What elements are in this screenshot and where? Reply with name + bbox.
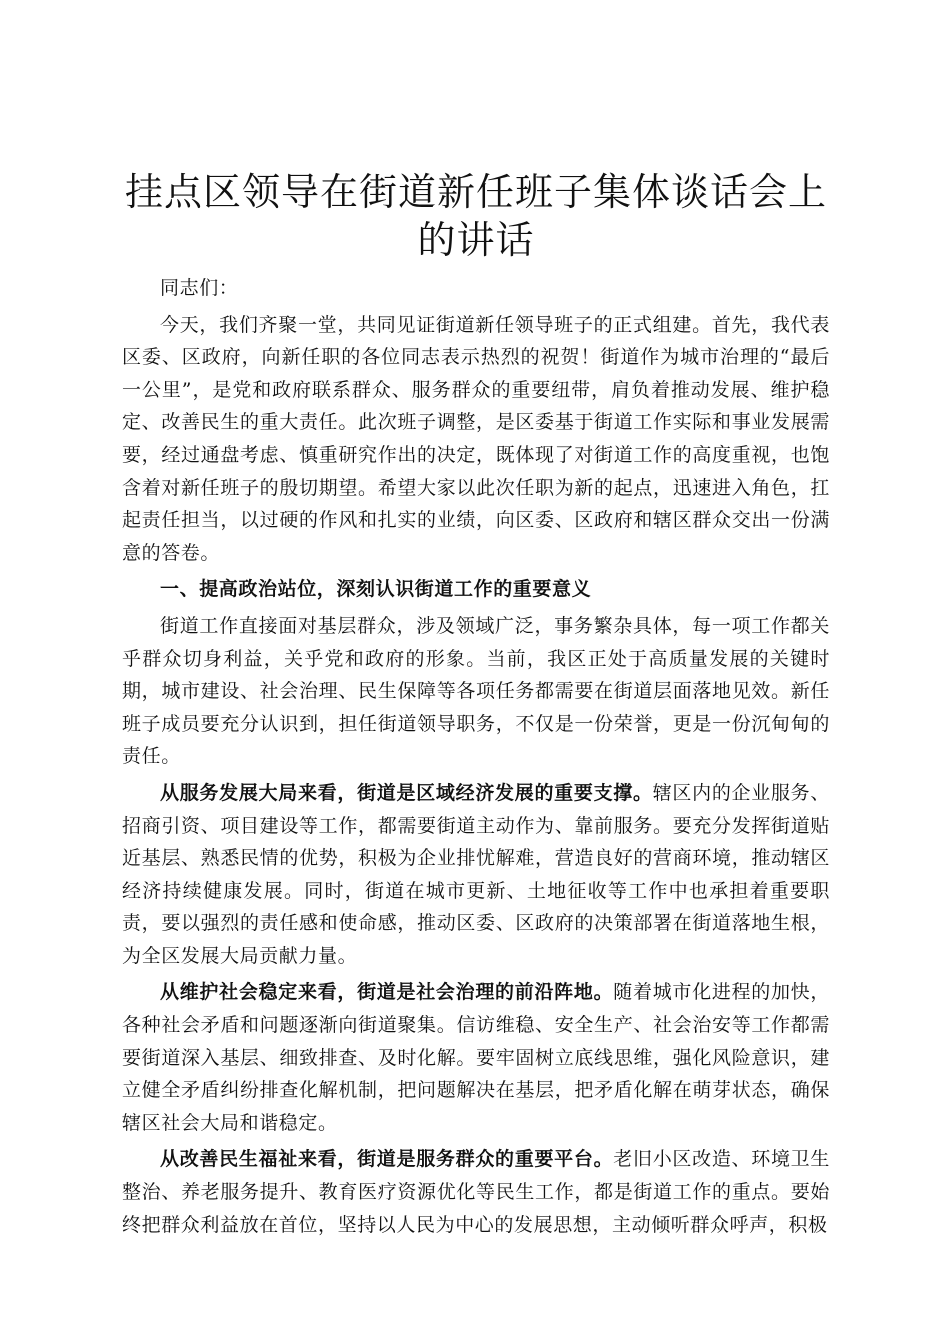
point-lead-2: 从维护社会稳定来看，街道是社会治理的前沿阵地。 bbox=[160, 981, 614, 1004]
point-paragraph-1 bbox=[122, 777, 830, 973]
point-text-3: 老旧小区改造、环境卫生整治、养老服务提升、教育医疗资源优化等民生工作，都是街道工作的重点。要始终把群众利益放在首位，坚持以人民为中心的发展思想，主动倾听群众呼声，积极 bbox=[122, 1148, 830, 1236]
point-paragraph-2 bbox=[122, 976, 830, 1139]
point-text-2: 随着城市化进程的加快，各种社会矛盾和问题逐渐向街道聚集。信访维稳、安全生产、社会治安等工作都需要街道深入基层、细致排查、及时化解。要牢固树立底线思维，强化风险意识，建立健全矛盾纠纷排查化解机制，把问题解决在基层，把矛盾化解在萌芽状态，确保辖区社会大局和谐稳定。 bbox=[122, 981, 830, 1134]
document-page bbox=[122, 168, 830, 1241]
point-paragraph-3 bbox=[122, 1143, 830, 1241]
point-text-1: 辖区内的企业服务、招商引资、项目建设等工作，都需要街道主动作为、靠前服务。要充分发挥街道贴近基层、熟悉民情的优势，积极为企业排忧解难，营造良好的营商环境，推动辖区经济持续健康发展。同时，街道在城市更新、土地征收等工作中也承担着重要职责，要以强烈的责任感和使命感，推动区委、区政府的决策部署在街道落地生根，为全区发展大局贡献力量。 bbox=[122, 781, 830, 967]
section-1-paragraph: 街道工作直接面对基层群众，涉及领域广泛，事务繁杂具体，每一项工作都关乎群众切身利益，关乎党和政府的形象。当前，我区正处于高质量发展的关键时期，城市建设、社会治理、民生保障等各项任务都需要在街道层面落地见效。新任班子成员要充分认识到，担任街道领导职务，不仅是一份荣誉，更是一份沉甸甸的责任。 bbox=[122, 614, 830, 768]
point-lead-1: 从服务发展大局来看，街道是区域经济发展的重要支撑。 bbox=[160, 781, 653, 804]
salutation: 同志们： bbox=[160, 277, 239, 299]
point-lead-3: 从改善民生福祉来看，街道是服务群众的重要平台。 bbox=[160, 1148, 614, 1171]
intro-paragraph: 今天，我们齐聚一堂，共同见证街道新任领导班子的正式组建。首先，我代表区委、区政府，向新任职的各位同志表示热烈的祝贺！街道作为城市治理的“最后一公里”，是党和政府联系群众、服务群众的重要纽带，肩负着推动发展、维护稳定、改善民生的重大责任。此次班子调整，是区委基于街道工作实际和事业发展需要，经过通盘考虑、慎重研究作出的决定，既体现了对街道工作的高度重视，也饱含着对新任班子的殷切期望。希望大家以此次任职为新的起点，迅速进入角色，扛起责任担当，以过硬的作风和扎实的业绩，向区委、区政府和辖区群众交出一份满意的答卷。 bbox=[122, 313, 830, 564]
document-title: 挂点区领导在街道新任班子集体谈话会上的讲话 bbox=[124, 170, 827, 262]
section-heading-1: 一、提高政治站位，深刻认识街道工作的重要意义 bbox=[160, 578, 592, 601]
